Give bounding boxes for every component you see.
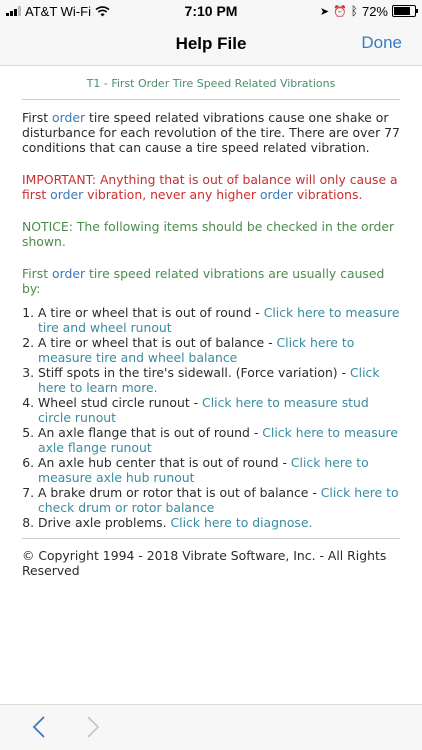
bottom-toolbar [0,704,422,750]
help-content [0,66,422,578]
important-order-word-2: order [259,187,293,202]
check-drum-rotor-link[interactable]: Click here to check drum or rotor balance [38,485,399,515]
intro-text: First [22,110,53,125]
list-item [38,335,400,365]
measure-tire-balance-link[interactable]: Click here to measure tire and wheel balance [38,335,355,365]
list-item-text: Wheel stud circle runout - [38,395,203,410]
intro-paragraph [22,110,400,155]
caused-by-order-word: order [52,266,86,281]
list-item [38,305,400,335]
list-item-text: A tire or wheel that is out of balance - [38,335,277,350]
caused-by-text: First [22,266,53,281]
alarm-icon: ⏰ [333,5,347,18]
wifi-icon [95,6,110,17]
list-item [38,485,400,515]
copyright-text: © Copyright 1994 - 2018 Vibrate Software, Inc. - All Rights Reserved [22,538,400,578]
measure-axle-hub-link[interactable]: Click here to measure axle hub runout [38,455,369,485]
list-item-text: An axle flange that is out of round - [38,425,263,440]
status-bar [0,0,422,22]
bluetooth-icon: ᛒ [350,4,358,18]
list-item-text: Drive axle problems. [38,515,171,530]
list-item-text: A tire or wheel that is out of round - [38,305,264,320]
list-item [38,425,400,455]
status-time: 7:10 PM [184,3,238,19]
carrier-label: AT&T Wi-Fi [25,3,91,19]
battery-icon [392,5,416,17]
list-item [38,455,400,485]
measure-tire-runout-link[interactable]: Click here to measure tire and wheel runout [38,305,400,335]
location-icon: ➤ [319,5,330,18]
important-paragraph [22,172,400,202]
status-right [320,4,416,19]
diagnose-link[interactable]: Click here to diagnose. [170,515,313,530]
important-text-end: vibrations. [292,187,363,202]
intro-order-word: order [52,110,86,125]
list-item-text: Stiff spots in the tire's sidewall. (Force variation) - [38,365,350,380]
intro-text-rest: tire speed related vibrations cause one shake or disturbance for each revolution of the tire. There are over 77 conditions that can cause a tire speed related vibration. [22,110,400,155]
done-button[interactable]: Done [361,33,402,52]
cellular-signal-icon [6,6,21,16]
list-item [38,365,400,395]
battery-percent: 72% [361,3,388,19]
causes-list [22,305,400,530]
list-item-text: A brake drum or rotor that is out of balance - [38,485,321,500]
measure-axle-flange-link[interactable]: Click here to measure axle flange runout [38,425,398,455]
list-item-text: An axle hub center that is out of round - [38,455,291,470]
status-left [6,4,110,19]
caused-by-text-rest: tire speed related vibrations are usually caused by: [22,266,385,296]
important-order-word: order [50,187,84,202]
list-item [38,395,400,425]
nav-bar [0,22,422,66]
list-item [38,515,400,530]
learn-more-link[interactable]: Click here to learn more. [38,365,380,395]
doc-title: T1 - First Order Tire Speed Related Vibrations [22,66,400,100]
measure-stud-circle-link[interactable]: Click here to measure stud circle runout [38,395,369,425]
important-text-mid: vibration, never any higher [83,187,260,202]
important-text: IMPORTANT: Anything that is out of balance will only cause a first [22,172,398,202]
caused-by-paragraph [22,266,400,296]
chevron-right-icon[interactable] [86,715,100,741]
nav-title: Help File [175,33,247,53]
chevron-left-icon[interactable] [32,715,46,741]
notice-paragraph: NOTICE: The following items should be checked in the order shown. [22,219,395,249]
